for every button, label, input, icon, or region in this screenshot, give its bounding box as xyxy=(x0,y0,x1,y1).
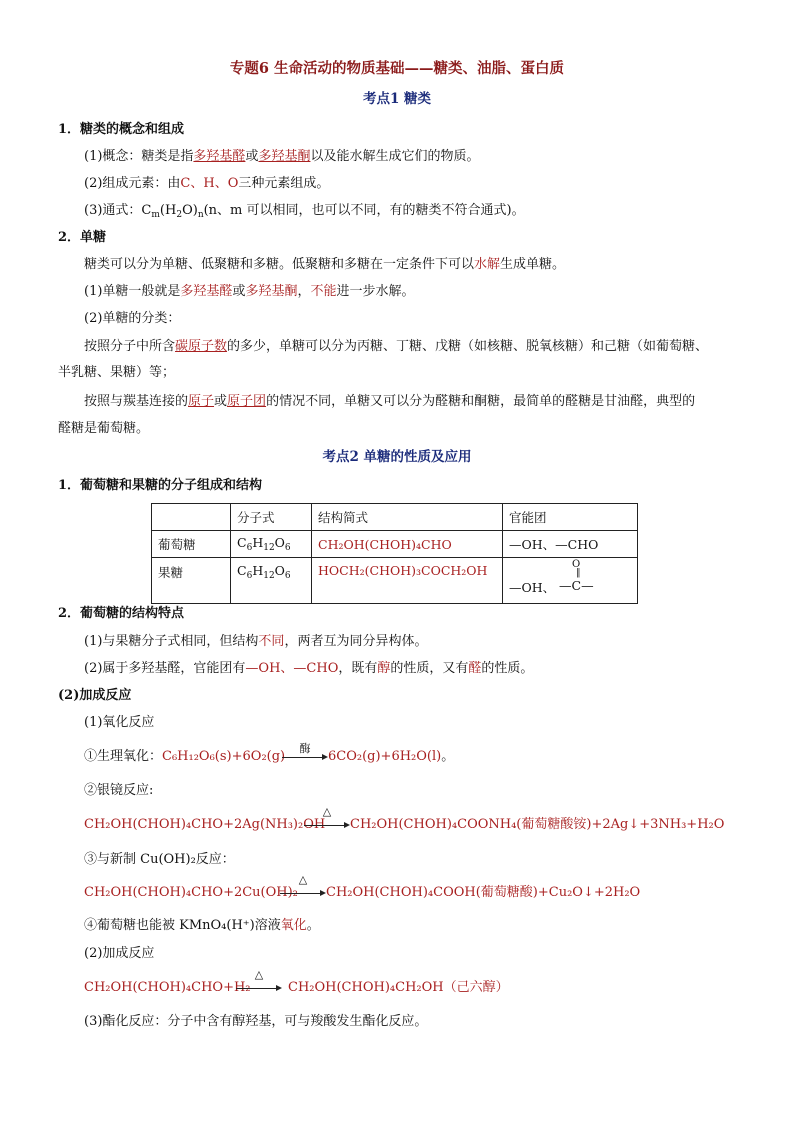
table-cell xyxy=(503,558,638,604)
table-header-cell: 分子式 xyxy=(231,504,312,531)
text: O) xyxy=(182,203,198,218)
paragraph xyxy=(84,393,695,411)
text: (2)组成元素：由 xyxy=(84,176,181,191)
text: 的性质。 xyxy=(481,661,534,676)
answer: C、H、O xyxy=(180,176,239,191)
text: ①生理氧化： xyxy=(84,749,163,764)
reaction-arrow xyxy=(304,825,348,826)
carbonyl-oxygen: O xyxy=(572,559,581,570)
table-cell: 果糖 xyxy=(152,558,231,604)
page-title: 专题6 生命活动的物质基础——糖类、油脂、蛋白质 xyxy=(229,60,565,77)
text: (1)单糖一般就是 xyxy=(84,284,181,299)
table-cell xyxy=(231,531,312,558)
heading-5: (2)加成反应 xyxy=(58,688,132,703)
answer: 多羟基酮 xyxy=(245,284,298,299)
text: H xyxy=(252,563,264,578)
table-cell: —OH、—CHO xyxy=(503,531,638,558)
table-header-cell: 官能团 xyxy=(503,504,638,531)
paragraph: 半乳糖、果糖）等； xyxy=(58,365,176,380)
text: 糖类可以分为单糖、低聚糖和多糖。低聚糖和多糖在一定条件下可以 xyxy=(84,257,475,272)
equation-reactants: C₆H₁₂O₆(s)+6O₂(g) xyxy=(162,749,286,764)
answer: 多羟基醛 xyxy=(193,149,246,164)
heading-4: 2．葡萄糖的结构特点 xyxy=(58,606,185,621)
text: 进一步水解。 xyxy=(336,284,415,299)
paragraph xyxy=(84,338,708,356)
text: 生成单糖。 xyxy=(500,257,566,272)
table-cell xyxy=(231,558,312,604)
equation-products: CH₂OH(CHOH)₄COONH₄(葡萄糖酸铵)+2Ag↓+3NH₃+H₂O xyxy=(350,817,725,832)
subscript: 2 xyxy=(176,210,183,220)
text: ，既有 xyxy=(338,661,378,676)
paragraph xyxy=(84,148,479,166)
table-header-cell xyxy=(152,504,231,531)
table-header-row xyxy=(152,504,638,531)
reaction-arrow xyxy=(280,893,324,894)
section-title-kd2: 考点2 单糖的性质及应用 xyxy=(322,449,472,465)
equation-line xyxy=(84,748,285,766)
text: ，两者互为同分异构体。 xyxy=(284,634,428,649)
paragraph xyxy=(84,917,320,935)
text: 或 xyxy=(245,149,259,164)
text: 或 xyxy=(232,284,246,299)
structure-table xyxy=(151,503,638,604)
subscript: 12 xyxy=(263,571,275,581)
paragraph: (3)酯化反应：分子中含有醇羟基，可与羧酸发生酯化反应。 xyxy=(84,1014,428,1029)
text: 或 xyxy=(214,394,228,409)
paragraph: ③与新制 Cu(OH)₂反应： xyxy=(84,852,235,867)
paragraph xyxy=(84,175,329,193)
table-row xyxy=(152,558,638,604)
equation-products: CH₂OH(CHOH)₄COOH(葡萄糖酸)+Cu₂O↓+2H₂O xyxy=(326,885,641,900)
subscript: 6 xyxy=(284,543,291,553)
paragraph xyxy=(84,256,565,274)
text: 。 xyxy=(441,749,455,764)
text: (1)概念：糖类是指 xyxy=(84,149,194,164)
text: 以及能水解生成它们的物质。 xyxy=(310,149,480,164)
paragraph xyxy=(84,283,415,301)
subscript: n xyxy=(197,210,204,220)
text: (2)属于多羟基醛，官能团有 xyxy=(84,661,246,676)
text: C xyxy=(237,535,247,550)
text: 的多少，单糖可以分为丙糖、丁糖、戊糖（如核糖、脱氧核糖）和己糖（如葡萄糖、 xyxy=(227,339,709,354)
answer: 醇 xyxy=(377,661,391,676)
paragraph: (2)加成反应 xyxy=(84,946,155,961)
text: 。 xyxy=(306,918,320,933)
section-title-kd1: 考点1 糖类 xyxy=(362,91,432,107)
functional-group-carbonyl: —C— xyxy=(559,578,594,593)
subscript: 6 xyxy=(284,571,291,581)
answer: 醛 xyxy=(468,661,482,676)
equation-reactants: CH₂OH(CHOH)₄CHO+2Cu(OH)₂ xyxy=(84,885,298,900)
table-cell: 葡萄糖 xyxy=(152,531,231,558)
answer: 原子 xyxy=(188,394,215,409)
heading-2: 2．单糖 xyxy=(58,230,107,245)
text: (H xyxy=(159,203,177,218)
paragraph xyxy=(84,202,525,224)
text: ④葡萄糖也能被 KMnO₄(H⁺)溶液 xyxy=(84,918,281,933)
condition-heat: △ xyxy=(322,805,332,818)
paragraph: ②银镜反应: xyxy=(84,783,154,798)
text: H xyxy=(252,535,264,550)
reaction-arrow xyxy=(282,757,326,758)
table-cell: HOCH₂(CHOH)₃COCH₂OH xyxy=(312,558,503,604)
answer: 水解 xyxy=(474,257,501,272)
text: (3)通式：C xyxy=(84,203,152,218)
text: 三种元素组成。 xyxy=(238,176,330,191)
text: 的情况不同，单糖又可以分为醛糖和酮糖，最简单的醛糖是甘油醛，典型的 xyxy=(266,394,696,409)
text: 按照与羰基连接的 xyxy=(84,394,189,409)
table-cell: CH₂OH(CHOH)₄CHO xyxy=(312,531,503,558)
answer: 不同 xyxy=(258,634,285,649)
equation-products: 6CO₂(g)+6H₂O(l) xyxy=(328,749,442,764)
table-header-cell: 结构简式 xyxy=(312,504,503,531)
text: (n、m 可以相同，也可以不同，有的糖类不符合通式)。 xyxy=(203,203,525,218)
functional-group-oh: —OH、 xyxy=(509,580,556,595)
text: O xyxy=(274,535,285,550)
answer: 多羟基酮 xyxy=(258,149,311,164)
answer: 原子团 xyxy=(227,394,267,409)
condition-heat: △ xyxy=(298,873,308,886)
answer: —OH、—CHO xyxy=(245,661,339,676)
condition-heat: △ xyxy=(254,968,264,981)
text: O xyxy=(274,563,285,578)
paragraph: 醛糖是葡萄糖。 xyxy=(58,421,150,436)
text: C xyxy=(237,563,247,578)
paragraph: (1)氧化反应 xyxy=(84,715,155,730)
subscript: m xyxy=(151,210,160,220)
equation-reactants: CH₂OH(CHOH)₄CHO+2Ag(NH₃)₂OH xyxy=(84,817,326,832)
answer: 不能 xyxy=(310,284,337,299)
answer: 多羟基醛 xyxy=(180,284,233,299)
answer: 碳原子数 xyxy=(175,339,228,354)
heading-1: 1．糖类的概念和组成 xyxy=(58,122,185,137)
double-bond-mark: ‖ xyxy=(576,568,581,578)
equation-reactants: CH₂OH(CHOH)₄CHO+H₂ xyxy=(84,980,251,995)
text: 按照分子中所含 xyxy=(84,339,176,354)
answer: 氧化 xyxy=(280,918,307,933)
subscript: 6 xyxy=(246,543,253,553)
equation-products: CH₂OH(CHOH)₄CH₂OH（己六醇） xyxy=(288,980,509,995)
equation-line xyxy=(328,748,454,766)
text: 的性质，又有 xyxy=(390,661,469,676)
subscript: 12 xyxy=(263,543,275,553)
subscript: 6 xyxy=(246,571,253,581)
reaction-arrow xyxy=(236,988,280,989)
text: (1)与果糖分子式相同，但结构 xyxy=(84,634,259,649)
paragraph xyxy=(84,660,533,678)
paragraph xyxy=(84,633,427,651)
table-row xyxy=(152,531,638,558)
condition-enzyme: 酶 xyxy=(299,742,311,755)
heading-3: 1．葡萄糖和果糖的分子组成和结构 xyxy=(58,478,263,493)
paragraph: (2)单糖的分类： xyxy=(84,311,181,326)
text: ， xyxy=(297,284,311,299)
